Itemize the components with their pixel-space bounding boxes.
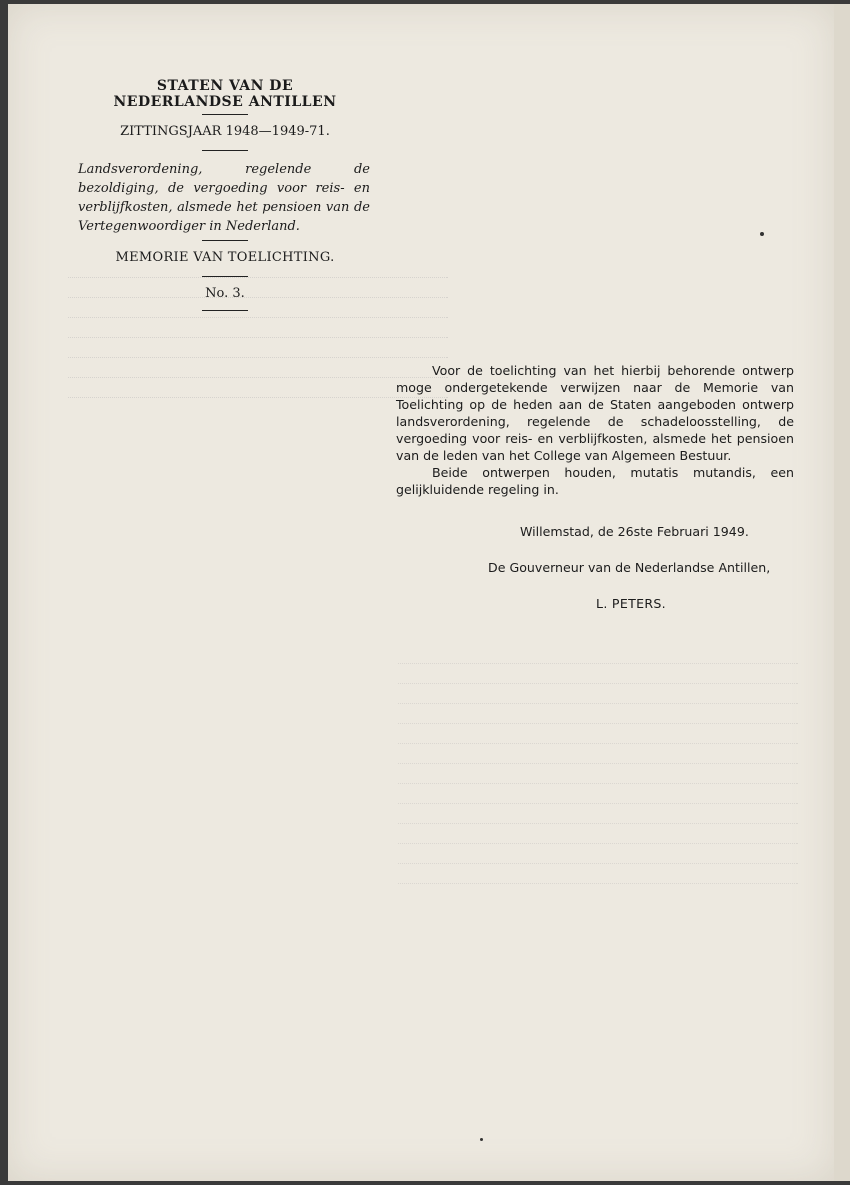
signatory-name: L. PETERS.: [596, 596, 666, 611]
header-title-line2: NEDERLANDSE ANTILLEN: [113, 94, 337, 110]
paper-speck: [760, 232, 764, 236]
bill-subject: Landsverordening, regelende de bezoldiging, de vergoeding voor reis- en verblijfkosten, alsmede het pensioen van de Vertegenwoordiger in Nederland.: [78, 162, 370, 234]
signatory-title: De Gouverneur van de Nederlandse Antillen,: [488, 560, 771, 575]
divider-2: [202, 150, 248, 151]
divider-1: [202, 114, 248, 115]
divider-5: [202, 310, 248, 311]
divider-4: [202, 276, 248, 277]
bleed-through-lower: [398, 644, 798, 1084]
memo-body: [396, 362, 794, 498]
header-title-line1: STATEN VAN DE: [156, 78, 294, 94]
session-year: ZITTINGSJAAR 1948—1949-71.: [120, 124, 330, 139]
bleed-through-upper: [68, 258, 448, 428]
place-date: Willemstad, de 26ste Februari 1949.: [520, 524, 749, 539]
page-edge: [834, 4, 850, 1181]
document-number: No. 3.: [205, 286, 245, 301]
paper-speck: [480, 1138, 483, 1141]
header-title: [70, 78, 380, 110]
memo-title: MEMORIE VAN TOELICHTING.: [115, 250, 335, 265]
divider-3: [202, 240, 248, 241]
body-paragraph-1: Voor de toelichting van het hierbij behorende ontwerp moge ondergetekende verwijzen naar de Memorie van Toelichting op de heden aan de Staten aangeboden ontwerp landsverordening, regelende de schadeloosstelling, de vergoeding voor reis- en verblijfkosten, alsmede het pensioen van de leden van het College van Algemeen Bestuur.: [396, 363, 794, 463]
document-page: [8, 4, 834, 1181]
body-paragraph-2: Beide ontwerpen houden, mutatis mutandis, een gelijkluidende regeling in.: [396, 465, 794, 497]
